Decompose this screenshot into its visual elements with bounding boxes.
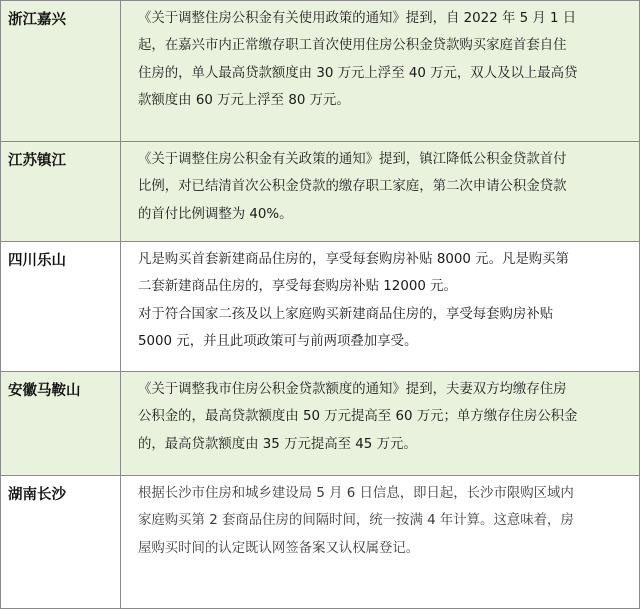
table-row	[1, 476, 640, 609]
policy-line: 的首付比例调整为 40%。	[138, 206, 293, 222]
policy-description	[121, 1, 640, 142]
policy-line: 《关于调整住房公积金有关使用政策的通知》提到，自 2022 年 5 月 1 日	[138, 11, 577, 26]
policy-line: 比例，对已结清首次公积金贷款的缴存职工家庭，第二次申请公积金贷款	[138, 179, 567, 195]
table-row	[1, 372, 640, 476]
city-name: 安徽马鞍山	[1, 372, 121, 476]
city-name: 浙江嘉兴	[1, 1, 121, 142]
policy-description	[121, 476, 640, 609]
policy-description	[121, 242, 640, 372]
policy-line: 凡是购买首套新建商品住房的，享受每套购房补贴 8000 元。凡是购买第	[138, 252, 569, 267]
table-row	[1, 242, 640, 372]
policy-line: 屋购买时间的认定既认网签备案又认权属登记。	[138, 540, 420, 556]
policy-line: 二套新建商品住房的，享受每套购房补贴 12000 元。	[138, 279, 457, 295]
policy-line: 5000 元，并且此项政策可与前两项叠加享受。	[138, 334, 418, 350]
table-row	[1, 1, 640, 142]
city-name: 江苏镇江	[1, 142, 121, 242]
policy-line: 的，最高贷款额度由 35 万元提高至 45 万元。	[138, 436, 417, 452]
table-row	[1, 142, 640, 242]
policy-line: 《关于调整住房公积金有关政策的通知》提到，镇江降低公积金贷款首付	[138, 152, 567, 167]
policy-description	[121, 372, 640, 476]
policy-line: 款额度由 60 万元上浮至 80 万元。	[138, 93, 350, 109]
city-name: 湖南长沙	[1, 476, 121, 609]
policy-line: 公积金的，最高贷款额度由 50 万元提高至 60 万元；单方缴存住房公积金	[138, 409, 578, 425]
policy-line: 起，在嘉兴市内正常缴存职工首次使用住房公积金贷款购买家庭首套自住	[138, 38, 567, 54]
policy-description	[121, 142, 640, 242]
city-name: 四川乐山	[1, 242, 121, 372]
policy-line: 家庭购买第 2 套商品住房的间隔时间，统一按满 4 年计算。这意味着，房	[138, 513, 574, 529]
policy-line: 对于符合国家二孩及以上家庭购买新建商品住房的，享受每套购房补贴	[138, 306, 554, 322]
policy-line: 《关于调整我市住房公积金贷款额度的通知》提到，夫妻双方均缴存住房	[138, 382, 567, 397]
policy-line: 根据长沙市住房和城乡建设局 5 月 6 日信息，即日起，长沙市限购区域内	[138, 486, 574, 501]
policy-line: 住房的，单人最高贷款额度由 30 万元上浮至 40 万元，双人及以上最高贷	[138, 65, 578, 81]
